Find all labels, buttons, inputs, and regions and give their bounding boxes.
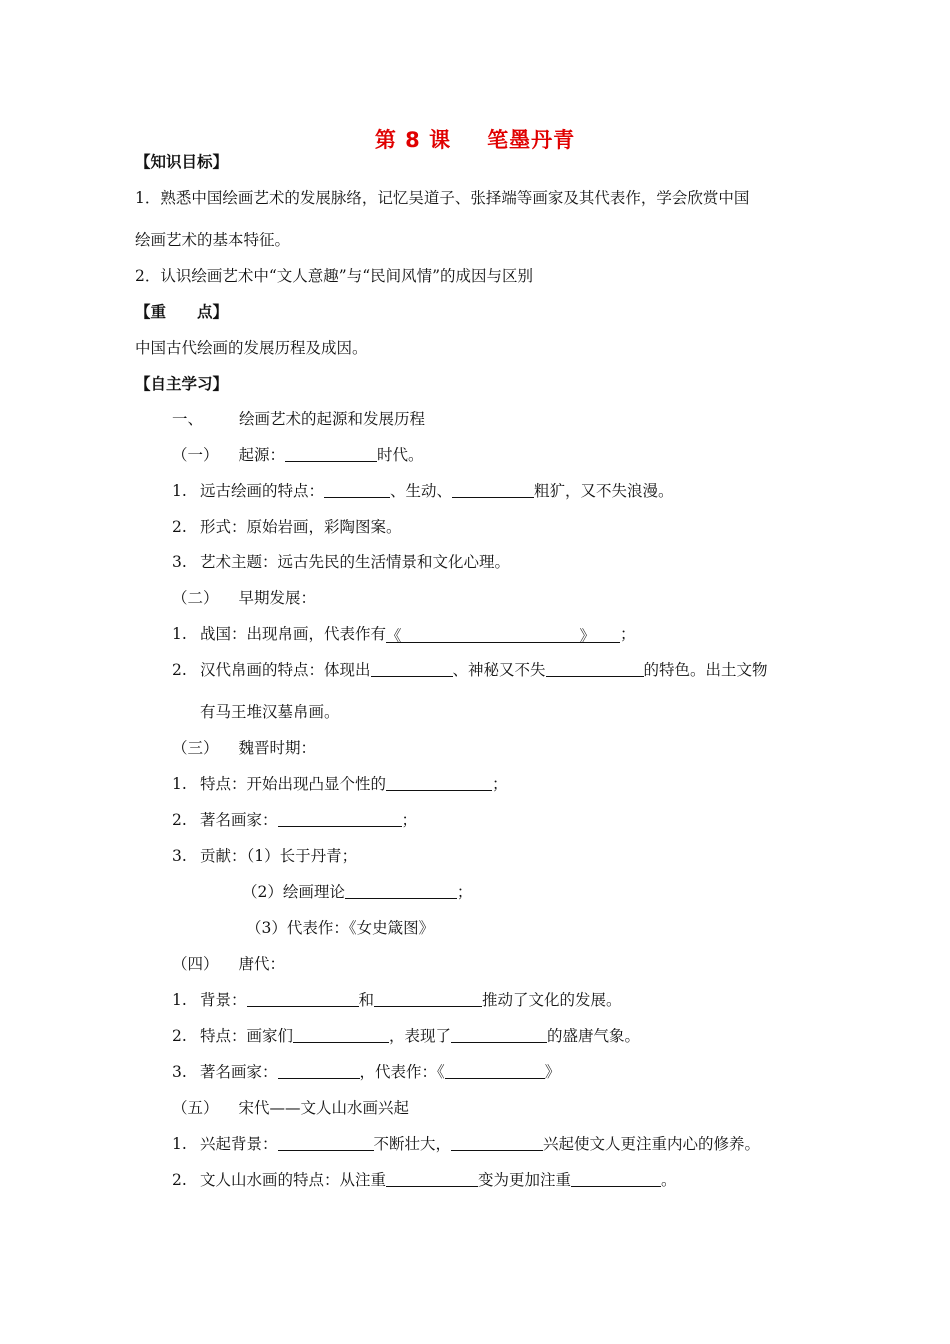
item-number: 1. (172, 775, 187, 793)
lesson-number: 第 8 课 (374, 128, 452, 152)
blank[interactable] (386, 774, 492, 791)
item-number: 3. (172, 847, 187, 865)
book-close-mark: 》 (544, 1063, 561, 1081)
section-1-pre: 起源： (238, 446, 286, 464)
item-text: 的特色。出土文物 (643, 661, 768, 679)
item-number: 1. (172, 482, 187, 500)
section-2-item-2 (172, 660, 768, 680)
blank[interactable] (451, 1134, 543, 1151)
part-1-heading (172, 409, 425, 429)
part-1-text: 绘画艺术的起源和发展历程 (239, 410, 426, 428)
item-text: 特点：画家们 (200, 1027, 294, 1045)
item-number: 2. (172, 661, 187, 679)
item-text: 艺术主题：远古先民的生活情景和文化心理。 (200, 553, 511, 571)
section-1-item-1 (172, 481, 674, 501)
item-number: 2. (172, 1171, 187, 1189)
blank[interactable] (247, 990, 359, 1007)
item-text: 和 (358, 991, 375, 1009)
section-4-heading (172, 954, 285, 974)
knowledge-item-1-line-2: 绘画艺术的基本特征。 (135, 231, 291, 249)
item-text: 远古绘画的特点： (200, 482, 325, 500)
item-text: 不断壮大， (373, 1135, 452, 1153)
knowledge-heading: 【知识目标】 (135, 153, 229, 171)
item-number: 2. (172, 1027, 187, 1045)
item-text: ； (401, 811, 418, 829)
section-1-item-2 (172, 517, 402, 537)
item-text: 形式：原始岩画，彩陶图案。 (200, 518, 402, 536)
item-number: 2. (172, 518, 187, 536)
item-text: ，代表作： (359, 1063, 438, 1081)
section-2-title: 早期发展： (238, 589, 317, 607)
section-3-item-2 (172, 810, 417, 830)
part-1-number: 一、 (172, 410, 204, 428)
blank[interactable] (371, 660, 453, 677)
item-number: 1. (172, 625, 187, 643)
knowledge-item-1-line-1: 1．熟悉中国绘画艺术的发展脉络，记忆吴道子、张择端等画家及其代表作，学会欣赏中国 (135, 189, 750, 207)
book-close-mark: 》 (579, 627, 596, 645)
item-text: ； (456, 883, 473, 901)
section-2-heading (172, 588, 316, 608)
keypoint-heading: 【重 点】 (135, 303, 229, 321)
section-3-title: 魏晋时期： (238, 739, 317, 757)
knowledge-item-2: 2．认识绘画艺术中“文人意趣”与“民间风情”的成因与区别 (135, 267, 534, 285)
lesson-name: 笔墨丹青 (487, 128, 576, 152)
section-4-item-3 (172, 1062, 560, 1082)
book-open-mark: 《 (437, 1063, 445, 1081)
section-3-label: （三） (172, 739, 219, 757)
item-text: 特点：开始出现凸显个性的 (200, 775, 387, 793)
section-3-item-3-sub-2 (242, 882, 472, 902)
section-3-item-3 (172, 846, 357, 866)
blank[interactable] (374, 990, 482, 1007)
item-text: 的盛唐气象。 (547, 1027, 641, 1045)
item-text: 兴起背景： (200, 1135, 278, 1153)
blank[interactable] (293, 1026, 389, 1043)
section-4-item-2 (172, 1026, 640, 1046)
blank[interactable] (345, 882, 457, 899)
section-4-label: （四） (172, 955, 219, 973)
item-text: 。 (661, 1171, 677, 1189)
item-number: 2. (172, 811, 187, 829)
blank[interactable] (571, 1170, 661, 1187)
blank[interactable] (386, 626, 620, 643)
item-text: 文人山水画的特点：从注重 (200, 1171, 387, 1189)
section-2-label: （二） (172, 589, 219, 607)
item-text: 著名画家： (200, 811, 278, 829)
blank[interactable] (285, 445, 377, 462)
section-3-item-3-sub-3: （3）代表作：《女史箴图》 (246, 919, 435, 937)
lesson-title (0, 124, 950, 154)
blank[interactable] (452, 481, 534, 498)
item-text: 汉代帛画的特点：体现出 (200, 661, 371, 679)
section-2-item-2-line-2: 有马王堆汉墓帛画。 (200, 703, 340, 721)
item-text: 粗犷，又不失浪漫。 (534, 482, 674, 500)
item-text: 变为更加注重 (478, 1171, 572, 1189)
self-study-heading: 【自主学习】 (135, 375, 229, 393)
section-1-label: （一） (172, 446, 219, 464)
blank[interactable] (278, 1134, 374, 1151)
item-text: ； (492, 775, 508, 793)
blank[interactable] (451, 1026, 547, 1043)
blank[interactable] (278, 1062, 360, 1079)
item-text: 兴起使文人更注重内心的修养。 (543, 1135, 761, 1153)
section-2-item-1 (172, 624, 636, 644)
section-5-heading (172, 1098, 409, 1118)
section-5-label: （五） (172, 1099, 219, 1117)
blank[interactable] (278, 810, 402, 827)
blank[interactable] (445, 1062, 545, 1079)
keypoint-text: 中国古代绘画的发展历程及成因。 (135, 339, 368, 357)
item-text: 、神秘又不失 (452, 661, 546, 679)
blank[interactable] (386, 1170, 478, 1187)
item-number: 1. (172, 1135, 187, 1153)
item-text: 著名画家： (200, 1063, 278, 1081)
item-number: 3. (172, 1063, 187, 1081)
section-5-item-2 (172, 1170, 677, 1190)
item-text: 贡献：（1）长于丹青； (200, 847, 358, 865)
item-number: 1. (172, 991, 187, 1009)
item-text: 、生动、 (390, 482, 453, 500)
section-5-title: 宋代——文人山水画兴起 (238, 1099, 410, 1117)
blank[interactable] (546, 660, 644, 677)
item-text: （2）绘画理论 (242, 883, 345, 901)
section-5-item-1 (172, 1134, 760, 1154)
item-text: 战国：出现帛画，代表作有 (200, 625, 387, 643)
item-text: ，表现了 (389, 1027, 452, 1045)
item-text: ； (620, 625, 636, 643)
item-text: 背景： (200, 991, 247, 1009)
item-number: 3. (172, 553, 187, 571)
section-4-title: 唐代： (238, 955, 286, 973)
section-1-post: 时代。 (377, 446, 424, 464)
item-text: 推动了文化的发展。 (482, 991, 622, 1009)
section-3-heading (172, 738, 316, 758)
blank[interactable] (324, 481, 390, 498)
section-3-item-1 (172, 774, 508, 794)
section-4-item-1 (172, 990, 622, 1010)
section-1-item-3 (172, 552, 510, 572)
book-open-mark: 《 (386, 627, 402, 645)
section-1-origin (172, 445, 424, 465)
